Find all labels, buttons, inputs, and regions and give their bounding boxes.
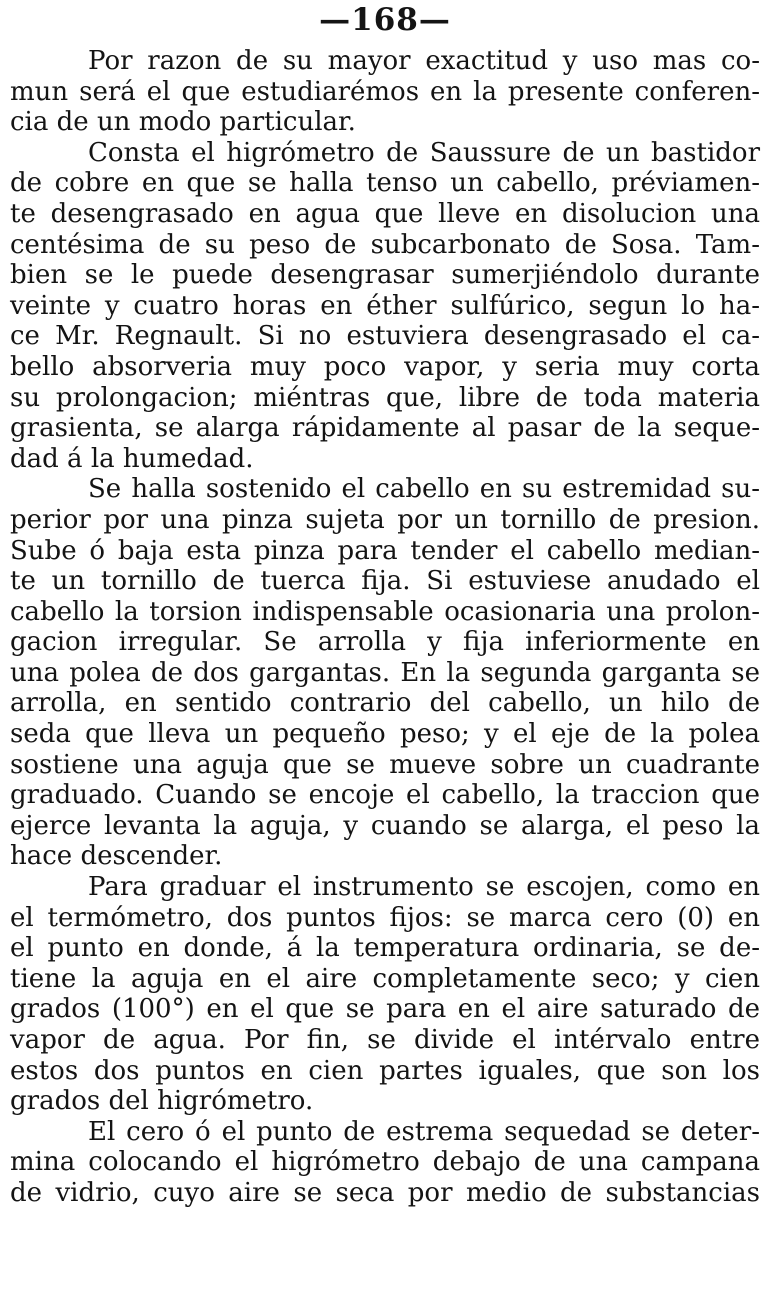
text-line: Consta el higrómetro de Saussure de un bastidor bbox=[88, 137, 760, 168]
text-line: veinte y cuatro horas en éther sulfúrico, segun lo ha- bbox=[10, 290, 760, 321]
paragraph bbox=[10, 46, 760, 138]
text-line: grados (100°) en el que se para en el aire saturado de bbox=[10, 994, 760, 1025]
text-line: bello absorveria muy poco vapor, y seria muy corta bbox=[10, 351, 760, 382]
text-line: grados del higrómetro. bbox=[10, 1086, 314, 1117]
text-line: ejerce levanta la aguja, y cuando se alarga, el peso la bbox=[10, 810, 760, 841]
paragraph bbox=[10, 138, 760, 475]
text-line: su prolongacion; miéntras que, libre de toda materia bbox=[10, 382, 760, 413]
text-line: mun será el que estudiarémos en la presente conferen- bbox=[10, 76, 760, 107]
text-line: te un tornillo de tuerca fija. Si estuviese anudado el bbox=[10, 566, 760, 597]
text-line: una polea de dos gargantas. En la segunda garganta se bbox=[10, 657, 760, 688]
text-line: el punto en donde, á la temperatura ordinaria, se de- bbox=[10, 933, 760, 964]
text-line: cia de un modo particular. bbox=[10, 107, 356, 138]
text-line: bien se le puede desengrasar sumerjiéndolo durante bbox=[10, 260, 760, 291]
text-line: graduado. Cuando se encoje el cabello, la traccion que bbox=[10, 780, 760, 811]
paragraph bbox=[10, 1117, 760, 1209]
text-line: sostiene una aguja que se mueve sobre un cuadrante bbox=[10, 749, 760, 780]
text-line: Por razon de su mayor exactitud y uso mas co- bbox=[88, 46, 760, 76]
text-line: mina colocando el higrómetro debajo de una campana bbox=[10, 1147, 760, 1178]
text-line: grasienta, se alarga rápidamente al pasar de la seque- bbox=[10, 413, 760, 444]
text-line: de vidrio, cuyo aire se seca por medio de substancias bbox=[10, 1177, 760, 1208]
text-line: Se halla sostenido el cabello en su estremidad su- bbox=[88, 474, 760, 505]
text-line: ce Mr. Regnault. Si no estuviera desengrasado el ca- bbox=[10, 321, 760, 352]
text-line: cabello la torsion indispensable ocasionaria una prolon- bbox=[10, 596, 760, 627]
text-line: El cero ó el punto de estrema sequedad se deter- bbox=[88, 1116, 760, 1147]
text-line: de cobre en que se halla tenso un cabello, préviamen- bbox=[10, 168, 760, 199]
text-line: el termómetro, dos puntos fijos: se marca cero (0) en bbox=[10, 902, 760, 933]
paragraph bbox=[10, 474, 760, 872]
text-line: hace descender. bbox=[10, 841, 223, 872]
text-line: te desengrasado en agua que lleve en disolucion una bbox=[10, 198, 760, 229]
text-line: centésima de su peso de subcarbonato de Sosa. Tam- bbox=[10, 229, 760, 260]
paragraph bbox=[10, 872, 760, 1117]
text-line: Para graduar el instrumento se escojen, como en bbox=[88, 872, 760, 903]
text-line: Sube ó baja esta pinza para tender el cabello median- bbox=[10, 535, 760, 566]
text-line: dad á la humedad. bbox=[10, 443, 254, 474]
text-line: perior por una pinza sujeta por un tornillo de presion. bbox=[10, 504, 760, 535]
text-line: tiene la aguja en el aire completamente seco; y cien bbox=[10, 963, 760, 994]
text-line: arrolla, en sentido contrario del cabello, un hilo de bbox=[10, 688, 760, 719]
text-line: estos dos puntos en cien partes iguales, que son los bbox=[10, 1055, 760, 1086]
text-line: vapor de agua. Por fin, se divide el intérvalo entre bbox=[10, 1025, 760, 1055]
page-number: —168— bbox=[319, 2, 451, 38]
text-line: gacion irregular. Se arrolla y fija inferiormente en bbox=[10, 627, 760, 658]
body-text bbox=[10, 46, 760, 1209]
text-line: seda que lleva un pequeño peso; y el eje de la polea bbox=[10, 719, 760, 750]
